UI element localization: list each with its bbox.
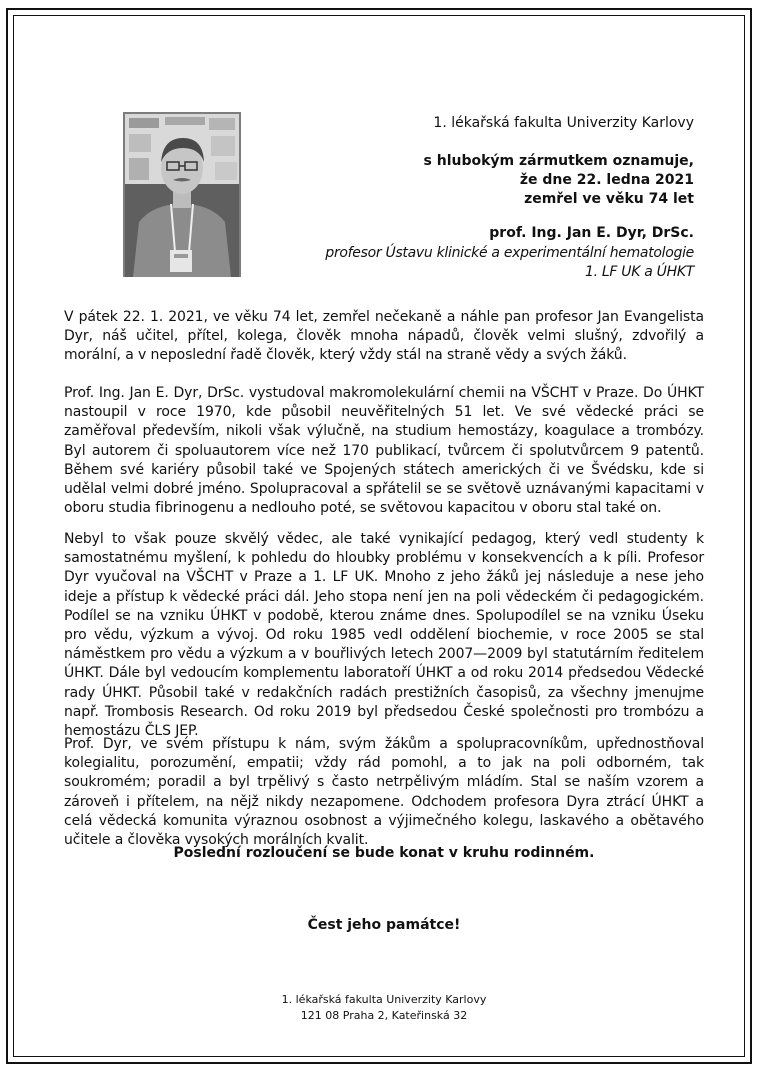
announcement-line: zemřel ve věku 74 let bbox=[524, 191, 694, 207]
paragraph: Nebyl to však pouze skvělý vědec, ale také vynikající pedagog, který vedl studenty k samostatnému myšlení, k pohledu do hloubky problému v konsekvencích a k píli. Profesor Dyr vyučoval na VŠCHT v Praze a 1. LF UK. Mnoho z jeho žáků jej následuje a nese jeho ideje a přístup k vědecké práci dál. Jeho stopa není jen na poli vědeckém či pedagogickém. Podílel se na vzniku ÚHKT v podobě, kterou známe dnes. Spolupodílel se na vzniku Úseku pro vědu, výzkum a vývoj. Od roku 1985 vedl oddělení biochemie, v roce 2005 se stal náměstkem pro vědu a výzkum a v bouřlivých letech 2007—2009 byl statutárním ředitelem ÚHKT. Dále byl vedoucím komplementu laboratoří ÚHKT a od roku 2014 předsedou Vědecké rady ÚHKT. Působil také v redakčních radách prestižních časopisů, za všechny jmenujme např. Trombosis Research. Od roku 2019 byl předsedou České společnosti pro trombózu a hemostázu ČLS JEP. bbox=[64, 531, 704, 740]
footer-faculty: 1. lékařská fakulta Univerzity Karlovy bbox=[281, 993, 487, 1006]
announcement bbox=[234, 152, 694, 209]
header-faculty: 1. lékařská fakulta Univerzity Karlovy bbox=[433, 115, 694, 131]
announcement-line: že dne 22. ledna 2021 bbox=[519, 172, 694, 188]
deceased-name: prof. Ing. Jan E. Dyr, DrSc. bbox=[489, 225, 694, 241]
role-line: 1. LF UK a ÚHKT bbox=[584, 264, 694, 280]
honor-note: Čest jeho památce! bbox=[307, 917, 461, 933]
footer-address: 121 08 Praha 2, Kateřinská 32 bbox=[300, 1009, 468, 1022]
farewell-note: Poslední rozloučení se bude konat v kruhu rodinném. bbox=[173, 845, 595, 861]
announcement-line: s hlubokým zármutkem oznamuje, bbox=[423, 153, 694, 169]
deceased-role bbox=[234, 244, 694, 282]
paragraph: V pátek 22. 1. 2021, ve věku 74 let, zemřel nečekaně a náhle pan profesor Jan Evangelista Dyr, náš učitel, přítel, kolega, člověk mnoha nápadů, člověk velmi slušný, zdvořilý a morální, a v neposlední řadě člověk, který vždy stál na straně vědy a svých žáků. bbox=[64, 309, 704, 364]
portrait-photo bbox=[123, 112, 241, 277]
role-line: profesor Ústavu klinické a experimentální hematologie bbox=[325, 245, 694, 261]
paragraph: Prof. Dyr, ve svém přístupu k nám, svým žákům a spolupracovníkům, upřednostňoval kolegialitu, porozumění, empatii; vždy rád pomohl, a to jak na poli odborném, tak soukromém; poradil a byl trpělivý s často netrpělivým mládím. Stal se naším vzorem a zároveň i přítelem, na nějž nikdy nezapomene. Odchodem profesora Dyra ztrácí ÚHKT a celá vědecká komunita výraznou osobnost a výjimečného kolegu, laskavého a obětavého učitele a člověka vysokých morálních kvalit. bbox=[64, 736, 704, 849]
paragraph: Prof. Ing. Jan E. Dyr, DrSc. vystudoval makromolekulární chemii na VŠCHT v Praze. Do ÚHKT nastoupil v roce 1970, kde působil neuvěřitelných 51 let. Ve své vědecké práci se zaměřoval především, nikoli však výlučně, na studium hemostázy, koagulace a trombózy. Byl autorem či spoluautorem více než 170 publikací, tvůrcem či spolutvůrcem 9 patentů. Během své kariéry působil také ve Spojených státech amerických či ve Švédsku, kde si udělal velmi dobré jméno. Spolupracoval a spřátelil se se světově uznávanými kapacitami v oboru studia fibrinogenu a nedlouho poté, se světovou kapacitou v oboru stal také on. bbox=[64, 385, 704, 517]
